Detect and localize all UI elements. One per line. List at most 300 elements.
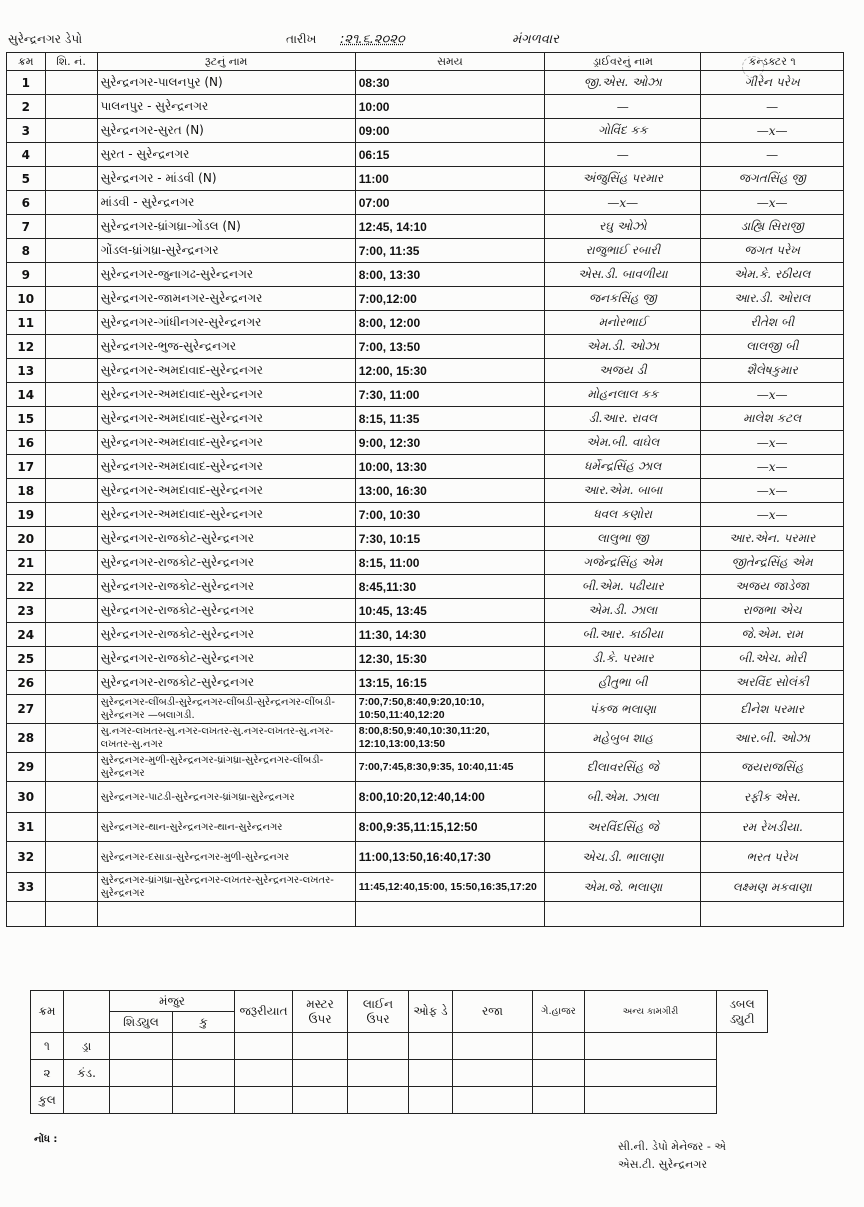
driver-name: — [545, 95, 701, 119]
schedule-number [45, 647, 97, 671]
serial-number: 21 [7, 551, 46, 575]
summary-empty-cell [348, 1060, 409, 1087]
conductor-name: ભરત પરેખ [701, 842, 844, 873]
note-label: નોંધ : [34, 1134, 58, 1145]
summary-empty-cell [585, 1033, 717, 1060]
serial-number: 9 [7, 263, 46, 287]
route-name: સુરેન્દ્રનગર-રાજકોટ-સુરેન્દ્રનગર [97, 671, 355, 695]
summary-row [31, 1033, 768, 1060]
schedule-row [7, 842, 844, 873]
schedule-number [45, 119, 97, 143]
route-name: સુરેન્દ્રનગર-રાજકોટ-સુરેન્દ્રનગર [97, 599, 355, 623]
schedule-number [45, 239, 97, 263]
departure-times: 11:00,13:50,16:40,17:30 [355, 842, 544, 873]
driver-name: રાજુભાઈ રબારી [545, 239, 701, 263]
schedule-number [45, 503, 97, 527]
depot-name: સુરેન્દ્રનગર ડેપો [8, 32, 83, 46]
serial-number: 1 [7, 71, 46, 95]
conductor-name: — [701, 95, 844, 119]
summary-serial: ૧ [31, 1033, 64, 1060]
route-name: સુરેન્દ્રનગર-અમદાવાદ-સુરેન્દ્રનગર [97, 359, 355, 383]
driver-name: બી.એમ. ઝાલા [545, 782, 701, 813]
schedule-number [45, 842, 97, 873]
conductor-name: રમ રેખડીયા. [701, 813, 844, 842]
schedule-number [45, 383, 97, 407]
schedule-row [7, 503, 844, 527]
serial-number: 20 [7, 527, 46, 551]
conductor-name: આર.ડી. ઓરાલ [701, 287, 844, 311]
conductor-name: — [701, 143, 844, 167]
route-name: સુરેન્દ્રનગર-અમદાવાદ-સુરેન્દ્રનગર [97, 479, 355, 503]
driver-name: બી.આર. કાઠીયા [545, 623, 701, 647]
departure-times: 08:30 [355, 71, 544, 95]
empty-cell [355, 902, 544, 927]
conductor-name: ડાહ્યિ સિરાજી [701, 215, 844, 239]
schedule-number [45, 359, 97, 383]
conductor-name: —x— [701, 191, 844, 215]
driver-name: રઘુ ઓઝો [545, 215, 701, 239]
summary-empty-cell [173, 1087, 235, 1114]
schedule-number [45, 215, 97, 239]
route-name: માંડવી - સુરેન્દ્રનગર [97, 191, 355, 215]
serial-number: 5 [7, 167, 46, 191]
conductor-name: લક્ષ્મણ મકવાણા [701, 873, 844, 902]
schedule-number [45, 431, 97, 455]
schedule-row [7, 191, 844, 215]
summary-empty-cell [110, 1087, 173, 1114]
serial-number: 8 [7, 239, 46, 263]
driver-name: ધવલ કણોરા [545, 503, 701, 527]
route-name: સુરેન્દ્રનગર-રાજકોટ-સુરેન્દ્રનગર [97, 551, 355, 575]
departure-times: 7:00, 13:50 [355, 335, 544, 359]
departure-times: 8:00, 13:30 [355, 263, 544, 287]
weekday: મંગળવાર [512, 32, 559, 47]
departure-times: 8:00,10:20,12:40,14:00 [355, 782, 544, 813]
summary-empty-cell [409, 1060, 453, 1087]
summary-serial: ૨ [31, 1060, 64, 1087]
summary-serial: કુલ [31, 1087, 64, 1114]
route-name: સુરેન્દ્રનગર-ધ્રાંગધ્રા-ગોંડલ (N) [97, 215, 355, 239]
driver-name: — [545, 143, 701, 167]
conductor-suffix: ૧ [790, 54, 796, 68]
col-driver: ડ્રાઈવરનું નામ [545, 53, 701, 71]
serial-number: 2 [7, 95, 46, 119]
driver-name: એમ.ડી. ઝાલા [545, 599, 701, 623]
serial-number: 33 [7, 873, 46, 902]
conductor-name: અજય જાડેજા [701, 575, 844, 599]
driver-name: એચ.ડી. ભાલાણા [545, 842, 701, 873]
route-name: સુરત - સુરેન્દ્રનગર [97, 143, 355, 167]
serial-number: 17 [7, 455, 46, 479]
schedule-number [45, 263, 97, 287]
conductor-name: લાલજી બી [701, 335, 844, 359]
departure-times: 10:45, 13:45 [355, 599, 544, 623]
departure-times: 09:00 [355, 119, 544, 143]
summary-col-double-duty: ડબલ ડ્યુટી [717, 991, 768, 1033]
driver-name: લાલુભા જી [545, 527, 701, 551]
schedule-row [7, 873, 844, 902]
departure-times: 7:30, 10:15 [355, 527, 544, 551]
conductor-name: શૈલેષકુમાર [701, 359, 844, 383]
conductor-name: —x— [701, 119, 844, 143]
departure-times: 7:00,7:45,8:30,9:35, 10:40,11:45 [355, 753, 544, 782]
summary-empty-cell [110, 1033, 173, 1060]
conductor-name: માલેશ કટલ [701, 407, 844, 431]
departure-times: 8:00,9:35,11:15,12:50 [355, 813, 544, 842]
serial-number: 19 [7, 503, 46, 527]
schedule-row [7, 647, 844, 671]
conductor-name: દીનેશ પરમાર [701, 695, 844, 724]
driver-name: ગજેન્દ્રસિંહ એમ [545, 551, 701, 575]
conductor-name: જે.એમ. રામ [701, 623, 844, 647]
departure-times: 07:00 [355, 191, 544, 215]
summary-type: ડ્રા [64, 1033, 110, 1060]
conductor-name: —x— [701, 479, 844, 503]
summary-type [64, 1087, 110, 1114]
conductor-name: રફીક એસ. [701, 782, 844, 813]
serial-number: 10 [7, 287, 46, 311]
schedule-row [7, 95, 844, 119]
col-conductor [701, 53, 844, 71]
summary-empty-cell [533, 1087, 585, 1114]
conductor-name: જીતેન્દ્રસિંહ એમ [701, 551, 844, 575]
schedule-row [7, 813, 844, 842]
driver-name: દીલાવરસિંહ જે [545, 753, 701, 782]
schedule-row [7, 383, 844, 407]
conductor-name: આર.બી. ઓઝા [701, 724, 844, 753]
conductor-name: —x— [701, 383, 844, 407]
driver-name: મોહનલાલ કક [545, 383, 701, 407]
departure-times: 11:30, 14:30 [355, 623, 544, 647]
route-name: સુરેન્દ્રનગર-લીંબડી-સુરેન્દ્રનગર-લીંબડી-સુરેન્દ્રનગર-લીંબડી-સુરેન્દ્રનગર —બલાગડી. [97, 695, 355, 724]
schedule-row [7, 263, 844, 287]
schedule-number [45, 599, 97, 623]
schedule-row [7, 455, 844, 479]
route-name: સુરેન્દ્રનગર-રાજકોટ-સુરેન્દ્રનગર [97, 647, 355, 671]
empty-cell [7, 902, 46, 927]
route-name: સુરેન્દ્રનગર-અમદાવાદ-સુરેન્દ્રનગર [97, 431, 355, 455]
serial-number: 28 [7, 724, 46, 753]
summary-empty-cell [293, 1060, 348, 1087]
schedule-number [45, 167, 97, 191]
summary-empty-cell [293, 1087, 348, 1114]
schedule-row [7, 311, 844, 335]
conductor-name: જગત પરેખ [701, 239, 844, 263]
summary-row [31, 1060, 768, 1087]
summary-empty-cell [533, 1033, 585, 1060]
schedule-body [7, 71, 844, 927]
col-route-name: રૂટનું નામ [97, 53, 355, 71]
departure-times: 12:00, 15:30 [355, 359, 544, 383]
summary-body [31, 1033, 768, 1114]
route-name: સુરેન્દ્રનગર-રાજકોટ-સુરેન્દ્રનગર [97, 527, 355, 551]
schedule-row [7, 623, 844, 647]
schedule-number [45, 479, 97, 503]
schedule-number [45, 813, 97, 842]
serial-number: 27 [7, 695, 46, 724]
schedule-row [7, 215, 844, 239]
departure-times: 13:00, 16:30 [355, 479, 544, 503]
departure-times: 11:45,12:40,15:00, 15:50,16:35,17:20 [355, 873, 544, 902]
departure-times: 8:15, 11:00 [355, 551, 544, 575]
departure-times: 8:00,8:50,9:40,10:30,11:20, 12:10,13:00,13:50 [355, 724, 544, 753]
route-name: ગોંડલ-ધ્રાંગધ્રા-સુરેન્દ્રનગર [97, 239, 355, 263]
driver-name: એમ.બી. વાઘેલ [545, 431, 701, 455]
schedule-row [7, 599, 844, 623]
summary-row [31, 1087, 768, 1114]
schedule-row [7, 239, 844, 263]
route-name: સુરેન્દ્રનગર-સુરત (N) [97, 119, 355, 143]
summary-header-row [31, 991, 768, 1012]
serial-number: 31 [7, 813, 46, 842]
departure-times: 11:00 [355, 167, 544, 191]
route-name: સુરેન્દ્રનગર-રાજકોટ-સુરેન્દ્રનગર [97, 575, 355, 599]
schedule-number [45, 551, 97, 575]
departure-times: 7:30, 11:00 [355, 383, 544, 407]
schedule-number [45, 575, 97, 599]
empty-cell [701, 902, 844, 927]
serial-number: 32 [7, 842, 46, 873]
route-name: સુરેન્દ્રનગર-દસાડા-સુરેન્દ્રનગર-મુળી-સુરેન્દ્રનગર [97, 842, 355, 873]
summary-col-on-line: લાઈન ઉપર [348, 991, 409, 1033]
route-name: સુરેન્દ્રનગર-જામનગર-સુરેન્દ્રનગર [97, 287, 355, 311]
schedule-number [45, 753, 97, 782]
summary-col-schedule: શિડ્યુલ [110, 1012, 173, 1033]
departure-times: 8:00, 12:00 [355, 311, 544, 335]
serial-number: 16 [7, 431, 46, 455]
summary-empty-cell [235, 1033, 293, 1060]
schedule-number [45, 671, 97, 695]
summary-col-requirement: જરૂરીયાત [235, 991, 293, 1033]
summary-empty-cell [173, 1060, 235, 1087]
empty-cell [45, 902, 97, 927]
conductor-name: —x— [701, 455, 844, 479]
summary-empty-cell [585, 1060, 717, 1087]
route-name: સુરેન્દ્રનગર-અમદાવાદ-સુરેન્દ્રનગર [97, 503, 355, 527]
conductor-name: આર.એન. પરમાર [701, 527, 844, 551]
route-name: સુરેન્દ્રનગર-અમદાવાદ-સુરેન્દ્રનગર [97, 407, 355, 431]
summary-col-other-work: અન્ય કામગીરી [585, 991, 717, 1033]
driver-name: એસ.ડી. બાવળીયા [545, 263, 701, 287]
driver-name: મહેબુબ શાહ [545, 724, 701, 753]
serial-number: 29 [7, 753, 46, 782]
schedule-table [6, 52, 844, 927]
serial-number: 13 [7, 359, 46, 383]
serial-number: 7 [7, 215, 46, 239]
serial-number: 3 [7, 119, 46, 143]
driver-name: ગોવિંદ કક [545, 119, 701, 143]
summary-empty-cell [453, 1060, 533, 1087]
summary-col-leave: રજા [453, 991, 533, 1033]
schedule-row [7, 551, 844, 575]
schedule-number [45, 455, 97, 479]
schedule-number [45, 191, 97, 215]
route-name: સુરેન્દ્રનગર-અમદાવાદ-સુરેન્દ્રનગર [97, 383, 355, 407]
empty-cell [97, 902, 355, 927]
schedule-number [45, 95, 97, 119]
summary-empty-cell [348, 1087, 409, 1114]
summary-empty-cell [348, 1033, 409, 1060]
route-name: સુરેન્દ્રનગર-થાન-સુરેન્દ્રનગર-થાન-સુરેન્દ્રનગર [97, 813, 355, 842]
driver-name: ડી.કે. પરમાર [545, 647, 701, 671]
summary-empty-cell [533, 1060, 585, 1087]
serial-number: 24 [7, 623, 46, 647]
serial-number: 25 [7, 647, 46, 671]
schedule-number [45, 287, 97, 311]
driver-name: પંકજ ભલાણા [545, 695, 701, 724]
departure-times: 7:00,7:50,8:40,9:20,10:10, 10:50,11:40,12:20 [355, 695, 544, 724]
serial-number: 30 [7, 782, 46, 813]
signature-line-1: સી.ની. ડેપો મેનેજર - એ [618, 1140, 726, 1153]
conductor-name: બી.એચ. મોરી [701, 647, 844, 671]
driver-name: ડી.આર. રાવલ [545, 407, 701, 431]
conductor-name: રીતેશ બી [701, 311, 844, 335]
summary-col-absent: ગે.હાજર [533, 991, 585, 1033]
route-name: સુરેન્દ્રનગર-ભુજ-સુરેન્દ્રનગર [97, 335, 355, 359]
conductor-name: રાજભા એચ [701, 599, 844, 623]
schedule-header-row [7, 53, 844, 71]
departure-times: 7:00, 10:30 [355, 503, 544, 527]
schedule-row [7, 671, 844, 695]
schedule-number [45, 311, 97, 335]
col-serial: ક્રમ [7, 53, 46, 71]
serial-number: 12 [7, 335, 46, 359]
departure-times: 13:15, 16:15 [355, 671, 544, 695]
schedule-row [7, 782, 844, 813]
serial-number: 4 [7, 143, 46, 167]
driver-name: અજય ડી [545, 359, 701, 383]
schedule-row [7, 119, 844, 143]
serial-number: 6 [7, 191, 46, 215]
empty-cell [545, 902, 701, 927]
summary-empty-cell [235, 1060, 293, 1087]
summary-empty-cell [585, 1087, 717, 1114]
serial-number: 18 [7, 479, 46, 503]
driver-name: જનકસિંહ જી [545, 287, 701, 311]
col-time: સમય [355, 53, 544, 71]
route-name: સુરેન્દ્રનગર-મુળી-સુરેન્દ્રનગર-ધ્રાંગધ્રા-સુરેન્દ્રનગર-લીંબડી-સુરેન્દ્રનગર [97, 753, 355, 782]
summary-empty-cell [173, 1033, 235, 1060]
schedule-number [45, 695, 97, 724]
summary-type: કંડ. [64, 1060, 110, 1087]
schedule-row [7, 695, 844, 724]
signature-line-2: એસ.ટી. સુરેન્દ્રનગર [618, 1158, 708, 1171]
route-name: સુરેન્દ્રનગર-ગાંધીનગર-સુરેન્દ્રનગર [97, 311, 355, 335]
conductor-name: અરવિંદ સોલંકી [701, 671, 844, 695]
driver-name: એમ.ડી. ઓઝા [545, 335, 701, 359]
schedule-row [7, 71, 844, 95]
summary-col-serial: ક્રમ [31, 991, 64, 1033]
schedule-row [7, 431, 844, 455]
departure-times: 10:00, 13:30 [355, 455, 544, 479]
driver-name: આર.એમ. બાબા [545, 479, 701, 503]
driver-name: અરવિંદસિંહ જે [545, 813, 701, 842]
summary-empty-cell [409, 1033, 453, 1060]
summary-col-type [64, 991, 110, 1033]
conductor-name: —x— [701, 503, 844, 527]
route-name: સુરેન્દ્રનગર-પાટડી-સુરેન્દ્રનગર-ધ્રાંગધ્રા-સુરેન્દ્રનગર [97, 782, 355, 813]
conductor-name: જગતસિંહ જી [701, 167, 844, 191]
schedule-row [7, 407, 844, 431]
schedule-row [7, 479, 844, 503]
conductor-name: જયરાજસિંહ [701, 753, 844, 782]
serial-number: 22 [7, 575, 46, 599]
conductor-label: કન્ડક્ટર [748, 54, 787, 68]
schedule-row [7, 527, 844, 551]
route-name: સુરેન્દ્રનગર-જુનાગઢ-સુરેન્દ્રનગર [97, 263, 355, 287]
schedule-number [45, 407, 97, 431]
conductor-name: ગીરેન પરેખ [701, 71, 844, 95]
schedule-row [7, 167, 844, 191]
date-label: તારીખ [286, 32, 317, 46]
schedule-row-blank [7, 902, 844, 927]
driver-name: મનોરભાઈ [545, 311, 701, 335]
route-name: સુ.નગર-લખતર-સુ.નગર-લખતર-સુ.નગર-લખતર-સુ.નગર-લખતર-સુ.નગર [97, 724, 355, 753]
driver-name: હીતુભા બી [545, 671, 701, 695]
serial-number: 11 [7, 311, 46, 335]
serial-number: 26 [7, 671, 46, 695]
departure-times: 12:30, 15:30 [355, 647, 544, 671]
driver-name: અંજુસિંહ પરમાર [545, 167, 701, 191]
summary-empty-cell [293, 1033, 348, 1060]
departure-times: 9:00, 12:30 [355, 431, 544, 455]
schedule-row [7, 335, 844, 359]
summary-col-ku: કુ [173, 1012, 235, 1033]
route-name: સુરેન્દ્રનગર-પાલનપુર (N) [97, 71, 355, 95]
route-name: સુરેન્દ્રનગર-ધ્રાંગધ્રા-સુરેન્દ્રનગર-લખતર-સુરેન્દ્રનગર-લખતર-સુરેન્દ્રનગર [97, 873, 355, 902]
serial-number: 23 [7, 599, 46, 623]
summary-empty-cell [409, 1087, 453, 1114]
driver-name: એમ.જે. ભલાણા [545, 873, 701, 902]
departure-times: 7:00,12:00 [355, 287, 544, 311]
departure-times: 10:00 [355, 95, 544, 119]
schedule-row [7, 287, 844, 311]
driver-name: જી.એસ. ઓઝા [545, 71, 701, 95]
serial-number: 14 [7, 383, 46, 407]
departure-times: 7:00, 11:35 [355, 239, 544, 263]
schedule-row [7, 753, 844, 782]
schedule-row [7, 575, 844, 599]
schedule-row [7, 359, 844, 383]
summary-col-sanctioned: મંજુર [110, 991, 235, 1012]
schedule-row [7, 724, 844, 753]
schedule-number [45, 873, 97, 902]
departure-times: 8:45,11:30 [355, 575, 544, 599]
col-sched-no: શિ. નં. [45, 53, 97, 71]
departure-times: 12:45, 14:10 [355, 215, 544, 239]
schedule-number [45, 724, 97, 753]
route-name: સુરેન્દ્રનગર-રાજકોટ-સુરેન્દ્રનગર [97, 623, 355, 647]
summary-empty-cell [235, 1087, 293, 1114]
departure-times: 8:15, 11:35 [355, 407, 544, 431]
summary-table [30, 990, 768, 1114]
schedule-number [45, 335, 97, 359]
schedule-number [45, 782, 97, 813]
summary-empty-cell [453, 1033, 533, 1060]
schedule-number [45, 71, 97, 95]
conductor-name: —x— [701, 431, 844, 455]
summary-empty-cell [110, 1060, 173, 1087]
route-name: પાલનપુર - સુરેન્દ્રનગર [97, 95, 355, 119]
driver-name: ધર્મેન્દ્રસિંહ ઝાલ [545, 455, 701, 479]
schedule-number [45, 143, 97, 167]
conductor-name: એમ.કે. રઠીયલ [701, 263, 844, 287]
driver-name: —x— [545, 191, 701, 215]
summary-empty-cell [453, 1087, 533, 1114]
schedule-number [45, 527, 97, 551]
route-name: સુરેન્દ્રનગર-અમદાવાદ-સુરેન્દ્રનગર [97, 455, 355, 479]
departure-times: 06:15 [355, 143, 544, 167]
